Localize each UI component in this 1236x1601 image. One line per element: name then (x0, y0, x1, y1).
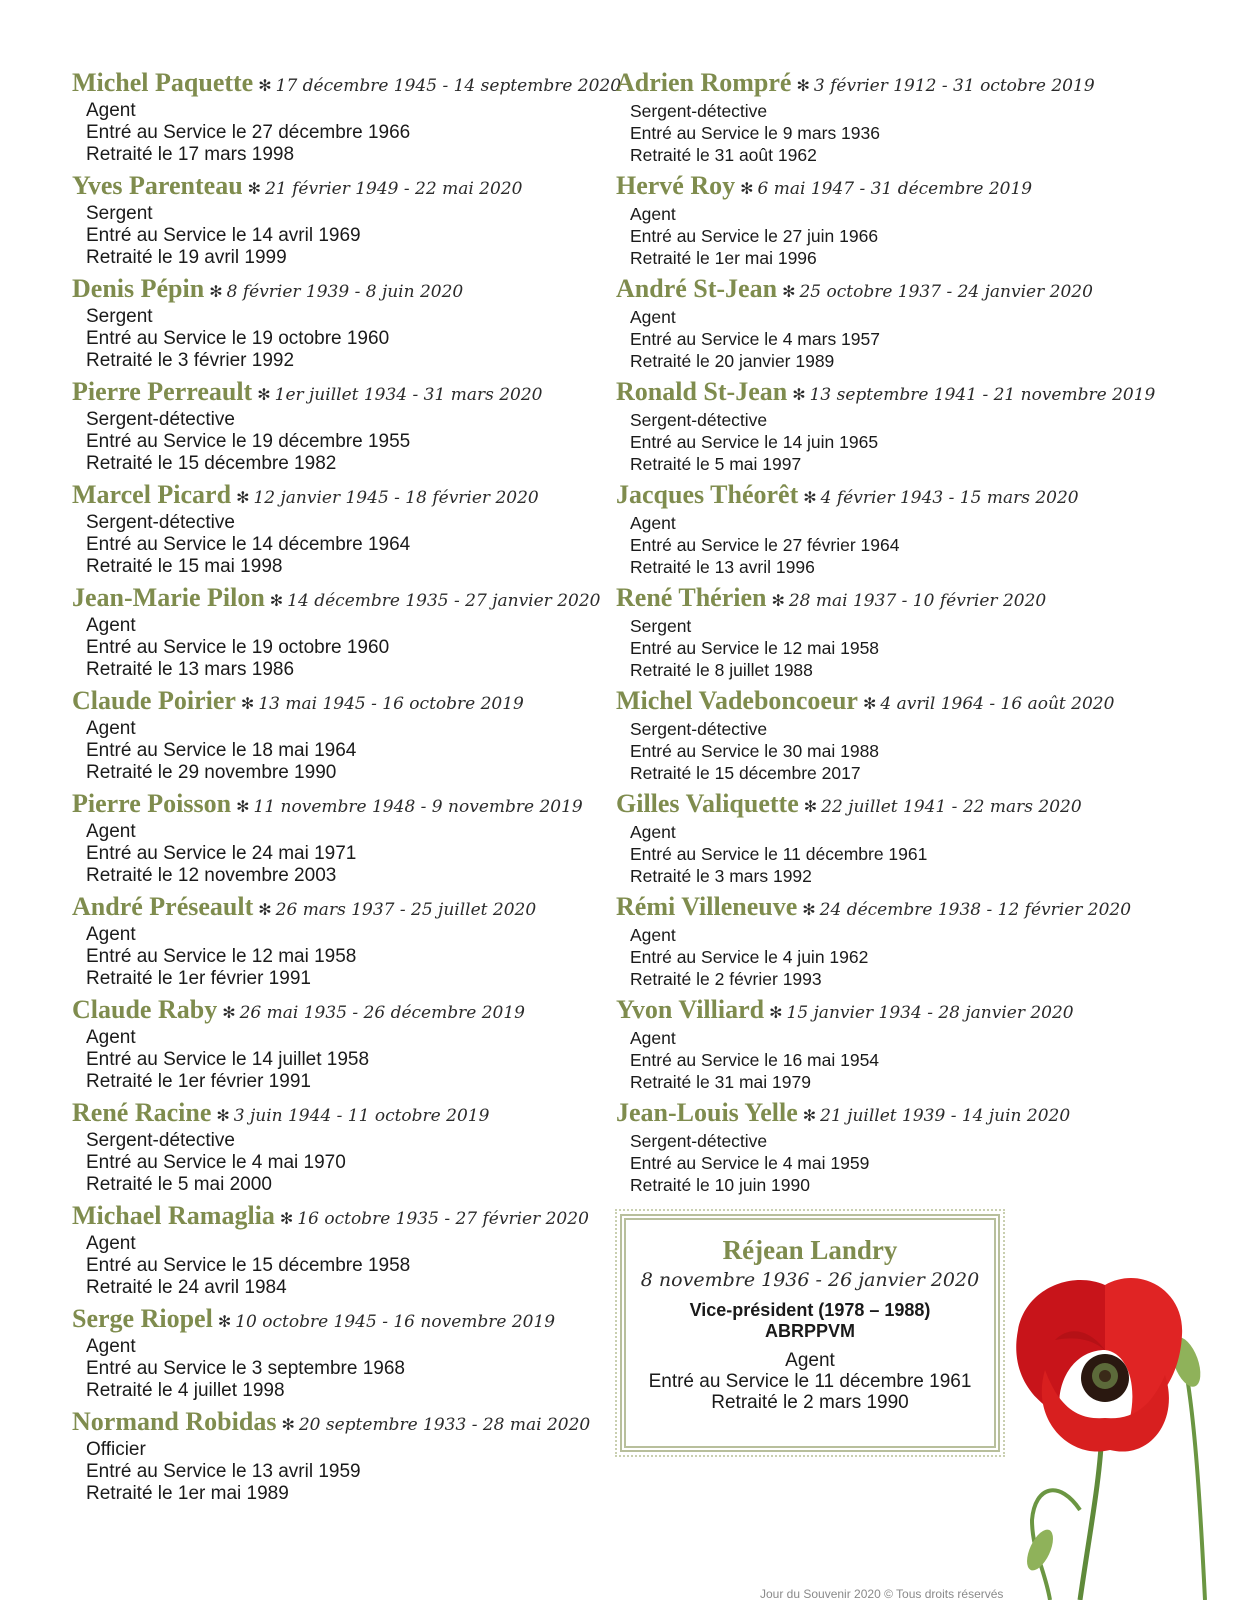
life-dates: 13 septembre 1941 - 21 novembre 2019 (809, 385, 1156, 405)
memorial-entry (72, 684, 592, 787)
asterisk-icon: ✻ (803, 490, 817, 507)
retirement: Retraité le 1er mai 1996 (630, 248, 817, 268)
service-entry: Entré au Service le 16 mai 1954 (630, 1050, 880, 1070)
service-entry: Entré au Service le 19 octobre 1960 (86, 637, 390, 658)
right-column (616, 66, 1156, 1199)
retirement: Retraité le 13 mars 1986 (86, 659, 295, 680)
life-dates: 6 mai 1947 - 31 décembre 2019 (757, 179, 1033, 199)
retirement: Retraité le 19 avril 1999 (86, 247, 287, 268)
asterisk-icon: ✻ (281, 1417, 295, 1434)
life-dates: 3 juin 1944 - 11 octobre 2019 (233, 1106, 490, 1126)
rank: Sergent-détective (630, 719, 768, 739)
asterisk-icon: ✻ (236, 799, 250, 816)
person-name: Serge Riopel (72, 1304, 213, 1333)
service-entry: Entré au Service le 14 décembre 1964 (86, 534, 411, 555)
retirement: Retraité le 29 novembre 1990 (86, 762, 337, 783)
person-name: Jacques Théorêt (616, 480, 799, 509)
asterisk-icon: ✻ (258, 78, 272, 95)
service-entry: Entré au Service le 4 juin 1962 (630, 947, 869, 967)
memorial-entry (616, 684, 1136, 787)
tribute-organization: ABRPPVM (764, 1321, 855, 1341)
life-dates: 4 avril 1964 - 16 août 2020 (880, 694, 1115, 714)
rank: Sergent-détective (630, 1131, 768, 1151)
tribute-rank: Agent (785, 1350, 835, 1371)
retirement: Retraité le 5 mai 2000 (86, 1174, 272, 1195)
rank: Agent (86, 924, 136, 945)
service-entry: Entré au Service le 11 décembre 1961 (630, 844, 928, 864)
memorial-entry (72, 787, 592, 890)
asterisk-icon: ✻ (862, 696, 877, 713)
retirement: Retraité le 12 novembre 2003 (86, 865, 337, 886)
service-entry: Entré au Service le 4 mai 1970 (86, 1152, 346, 1173)
memorial-entry (72, 1096, 592, 1199)
memorial-entry (72, 478, 592, 581)
person-name: Marcel Picard (72, 480, 232, 509)
rank: Agent (86, 1336, 136, 1357)
person-name: Denis Pépin (72, 274, 205, 303)
rank: Agent (86, 1233, 136, 1254)
life-dates: 22 juillet 1941 - 22 mars 2020 (821, 797, 1082, 817)
person-name: Ronald St-Jean (616, 377, 788, 406)
asterisk-icon: ✻ (740, 181, 754, 198)
footer-copyright: Jour du Souvenir 2020 © Tous droits réservés (760, 1587, 1004, 1601)
person-name: René Thérien (616, 583, 767, 612)
service-entry: Entré au Service le 13 avril 1959 (86, 1461, 361, 1482)
person-name: Yves Parenteau (72, 171, 243, 200)
tribute-name: Réjean Landry (722, 1235, 898, 1265)
memorial-entry (616, 581, 1136, 684)
memorial-entry (616, 169, 1136, 272)
retirement: Retraité le 1er février 1991 (86, 968, 311, 989)
service-entry: Entré au Service le 15 décembre 1958 (86, 1255, 411, 1276)
asterisk-icon: ✻ (769, 1005, 783, 1022)
service-entry: Entré au Service le 12 mai 1958 (86, 946, 357, 967)
person-name: Hervé Roy (616, 171, 736, 200)
rank: Sergent-détective (86, 512, 235, 533)
asterisk-icon: ✻ (222, 1005, 236, 1022)
person-name: Adrien Rompré (616, 68, 792, 97)
person-name: Jean-Marie Pilon (72, 583, 265, 612)
person-name: Pierre Perreault (72, 377, 253, 406)
service-entry: Entré au Service le 30 mai 1988 (630, 741, 880, 761)
retirement: Retraité le 3 février 1992 (86, 350, 295, 371)
memorial-entry (72, 1302, 592, 1405)
retirement: Retraité le 31 août 1962 (630, 145, 817, 165)
rank: Agent (630, 1028, 676, 1048)
rank: Sergent-détective (86, 409, 235, 430)
person-name: Claude Raby (72, 995, 218, 1024)
service-entry: Entré au Service le 14 juillet 1958 (86, 1049, 370, 1070)
life-dates: 21 février 1949 - 22 mai 2020 (265, 179, 523, 199)
person-name: Michel Vadeboncoeur (616, 686, 858, 715)
retirement: Retraité le 17 mars 1998 (86, 144, 295, 165)
rank: Agent (630, 925, 676, 945)
rank: Sergent (86, 203, 153, 224)
person-name: Jean-Louis Yelle (616, 1098, 798, 1127)
life-dates: 26 mai 1935 - 26 décembre 2019 (239, 1003, 525, 1023)
service-entry: Entré au Service le 4 mai 1959 (630, 1153, 870, 1173)
service-entry: Entré au Service le 27 février 1964 (630, 535, 900, 555)
rank: Officier (86, 1439, 146, 1460)
life-dates: 15 janvier 1934 - 28 janvier 2020 (786, 1003, 1074, 1023)
service-entry: Entré au Service le 4 mars 1957 (630, 329, 880, 349)
rank: Agent (86, 821, 136, 842)
rank: Sergent (86, 306, 153, 327)
memorial-entry (72, 375, 592, 478)
asterisk-icon: ✻ (803, 799, 818, 816)
retirement: Retraité le 15 décembre 1982 (86, 453, 337, 474)
life-dates: 21 juillet 1939 - 14 juin 2020 (820, 1106, 1071, 1126)
retirement: Retraité le 8 juillet 1988 (630, 660, 813, 680)
life-dates: 8 février 1939 - 8 juin 2020 (226, 282, 464, 302)
life-dates: 14 décembre 1935 - 27 janvier 2020 (287, 591, 601, 611)
memorial-entry (72, 890, 592, 993)
asterisk-icon: ✻ (236, 490, 250, 507)
asterisk-icon: ✻ (209, 284, 223, 301)
rank: Agent (630, 822, 676, 842)
poppy-icon (1010, 1270, 1236, 1600)
retirement: Retraité le 5 mai 1997 (630, 454, 802, 474)
life-dates: 4 février 1943 - 15 mars 2020 (820, 488, 1079, 508)
service-entry: Entré au Service le 27 décembre 1966 (86, 122, 411, 143)
person-name: André Préseault (72, 892, 254, 921)
retirement: Retraité le 1er février 1991 (86, 1071, 311, 1092)
rank: Agent (86, 100, 136, 121)
memorial-entry (616, 272, 1136, 375)
service-entry: Entré au Service le 19 octobre 1960 (86, 328, 390, 349)
life-dates: 11 novembre 1948 - 9 novembre 2019 (253, 797, 583, 817)
asterisk-icon: ✻ (247, 181, 262, 198)
life-dates: 28 mai 1937 - 10 février 2020 (788, 591, 1047, 611)
life-dates: 17 décembre 1945 - 14 septembre 2020 (275, 76, 622, 96)
asterisk-icon: ✻ (257, 387, 271, 404)
service-entry: Entré au Service le 19 décembre 1955 (86, 431, 411, 452)
person-name: Claude Poirier (72, 686, 236, 715)
memorial-entry (72, 66, 622, 169)
person-name: Normand Robidas (72, 1407, 277, 1436)
retirement: Retraité le 24 avril 1984 (86, 1277, 287, 1298)
retirement: Retraité le 15 décembre 2017 (630, 763, 861, 783)
life-dates: 25 octobre 1937 - 24 janvier 2020 (799, 282, 1093, 302)
retirement: Retraité le 31 mai 1979 (630, 1072, 811, 1092)
left-column (72, 66, 622, 1508)
asterisk-icon: ✻ (258, 902, 272, 919)
retirement: Retraité le 4 juillet 1998 (86, 1380, 285, 1401)
retirement: Retraité le 20 janvier 1989 (630, 351, 835, 371)
person-name: Michael Ramaglia (72, 1201, 275, 1230)
asterisk-icon: ✻ (771, 593, 785, 610)
service-entry: Entré au Service le 24 mai 1971 (86, 843, 357, 864)
rank: Agent (630, 307, 676, 327)
asterisk-icon: ✻ (217, 1314, 232, 1331)
service-entry: Entré au Service le 12 mai 1958 (630, 638, 880, 658)
service-entry: Entré au Service le 18 mai 1964 (86, 740, 357, 761)
retirement: Retraité le 13 avril 1996 (630, 557, 815, 577)
service-entry: Entré au Service le 14 avril 1969 (86, 225, 361, 246)
rank: Agent (630, 513, 676, 533)
retirement: Retraité le 3 mars 1992 (630, 866, 812, 886)
retirement: Retraité le 10 juin 1990 (630, 1175, 810, 1195)
asterisk-icon: ✻ (802, 902, 816, 919)
memorial-entry (616, 1096, 1136, 1199)
service-entry: Entré au Service le 9 mars 1936 (630, 123, 880, 143)
memorial-entry (72, 1405, 592, 1508)
memorial-entry (72, 581, 601, 684)
asterisk-icon: ✻ (216, 1108, 230, 1125)
service-entry: Entré au Service le 27 juin 1966 (630, 226, 879, 246)
life-dates: 3 février 1912 - 31 octobre 2019 (813, 76, 1095, 96)
person-name: Pierre Poisson (72, 789, 232, 818)
asterisk-icon: ✻ (269, 593, 284, 610)
person-name: Yvon Villiard (616, 995, 765, 1024)
retirement: Retraité le 2 février 1993 (630, 969, 822, 989)
person-name: René Racine (72, 1098, 212, 1127)
memorial-entry (72, 272, 592, 375)
rank: Agent (86, 1027, 136, 1048)
life-dates: 10 octobre 1945 - 16 novembre 2019 (235, 1312, 556, 1332)
asterisk-icon: ✻ (279, 1211, 294, 1228)
tribute-dates: 8 novembre 1936 - 26 janvier 2020 (640, 1269, 980, 1291)
asterisk-icon: ✻ (796, 78, 810, 95)
memorial-entry (616, 66, 1136, 169)
memorial-entry (72, 993, 592, 1096)
life-dates: 1er juillet 1934 - 31 mars 2020 (274, 385, 543, 405)
rank: Sergent (630, 616, 692, 636)
memorial-entry (72, 169, 592, 272)
life-dates: 16 octobre 1935 - 27 février 2020 (297, 1209, 589, 1229)
asterisk-icon: ✻ (792, 387, 806, 404)
asterisk-icon: ✻ (782, 284, 796, 301)
tribute-retirement: Retraité le 2 mars 1990 (711, 1392, 909, 1413)
service-entry: Entré au Service le 14 juin 1965 (630, 432, 879, 452)
life-dates: 12 janvier 1945 - 18 février 2020 (253, 488, 539, 508)
retirement: Retraité le 15 mai 1998 (86, 556, 283, 577)
memorial-entry (616, 375, 1156, 478)
memorial-entry (616, 787, 1136, 890)
rank: Sergent-détective (630, 410, 768, 430)
life-dates: 24 décembre 1938 - 12 février 2020 (819, 900, 1132, 920)
memorial-entry (616, 890, 1136, 993)
life-dates: 26 mars 1937 - 25 juillet 2020 (275, 900, 537, 920)
life-dates: 13 mai 1945 - 16 octobre 2019 (258, 694, 524, 714)
person-name: Rémi Villeneuve (616, 892, 798, 921)
memorial-entry (616, 478, 1136, 581)
memorial-entry (616, 993, 1136, 1096)
life-dates: 20 septembre 1933 - 28 mai 2020 (298, 1415, 591, 1435)
retirement: Retraité le 1er mai 1989 (86, 1483, 289, 1504)
asterisk-icon: ✻ (240, 696, 255, 713)
person-name: Michel Paquette (72, 68, 254, 97)
memorial-entry (72, 1199, 592, 1302)
person-name: André St-Jean (616, 274, 778, 303)
rank: Agent (630, 204, 676, 224)
asterisk-icon: ✻ (802, 1108, 817, 1125)
service-entry: Entré au Service le 3 septembre 1968 (86, 1358, 405, 1379)
rank: Sergent-détective (630, 101, 768, 121)
tribute-box (620, 1214, 1000, 1452)
tribute-service-entry: Entré au Service le 11 décembre 1961 (648, 1371, 972, 1392)
tribute-role: Vice-président (1978 – 1988) (689, 1300, 931, 1320)
person-name: Gilles Valiquette (616, 789, 799, 818)
rank: Agent (86, 718, 136, 739)
rank: Sergent-détective (86, 1130, 235, 1151)
rank: Agent (86, 615, 136, 636)
